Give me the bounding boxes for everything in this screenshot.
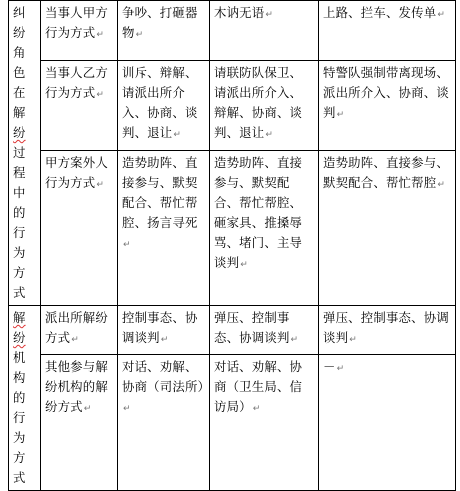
table-row (9, 306, 456, 355)
table-cell: 请联防队保卫、请派出所介入、辩解、协商、谈判、退让↵ (210, 60, 319, 151)
table-row (9, 1, 456, 61)
table-cell: 当事人乙方行为方式↵ (41, 60, 118, 151)
table-cell: －↵ (319, 354, 456, 490)
side-label-mediation-bodies: 解纷机构的行为方式 (9, 306, 41, 491)
table-cell: 弹压、控制事态、协调谈判↵ (210, 306, 319, 355)
table-cell: 控制事态、协调谈判↵ (118, 306, 210, 355)
table-row (9, 60, 456, 151)
table-cell: 造势助阵、直接参与、默契配合、帮忙帮腔、扬言寻死↵ (118, 151, 210, 306)
table-row (9, 354, 456, 490)
table-cell: 特警队强制带离现场、派出所介入、协商、谈判↵ (319, 60, 456, 151)
table-cell: 弹压、控制事态、协调谈判↵ (319, 306, 456, 355)
table-cell: 训斥、辩解、请派出所介入、协商、谈判、退让↵ (118, 60, 210, 151)
table-cell: 对话、劝解、协商（卫生局、信访局）↵ (210, 354, 319, 490)
table-cell: 当事人甲方行为方式↵ (41, 1, 118, 61)
table-cell: 木讷无语↵ (210, 1, 319, 61)
table-row (9, 151, 456, 306)
table-cell: 上路、拦车、发传单↵ (319, 1, 456, 61)
table-cell: 对话、劝解、协商（司法所）↵ (118, 354, 210, 490)
table-cell: 造势助阵、直接参与、默契配合、帮忙帮腔、砸家具、推搡辱骂、堵门、主导谈判↵ (210, 151, 319, 306)
side-label-dispute-roles: 纠纷角色在解纷过程中的行为方式 (9, 1, 41, 306)
dispute-behavior-table (8, 0, 456, 491)
table-cell: 其他参与解纷机构的解纷方式↵ (41, 354, 118, 490)
table-cell: 甲方案外人行为方式↵ (41, 151, 118, 306)
table-cell: 造势助阵、直接参与、默契配合、帮忙帮腔↵ (319, 151, 456, 306)
table-cell: 争吵、打砸器物↵ (118, 1, 210, 61)
table-cell: 派出所解纷方式↵ (41, 306, 118, 355)
